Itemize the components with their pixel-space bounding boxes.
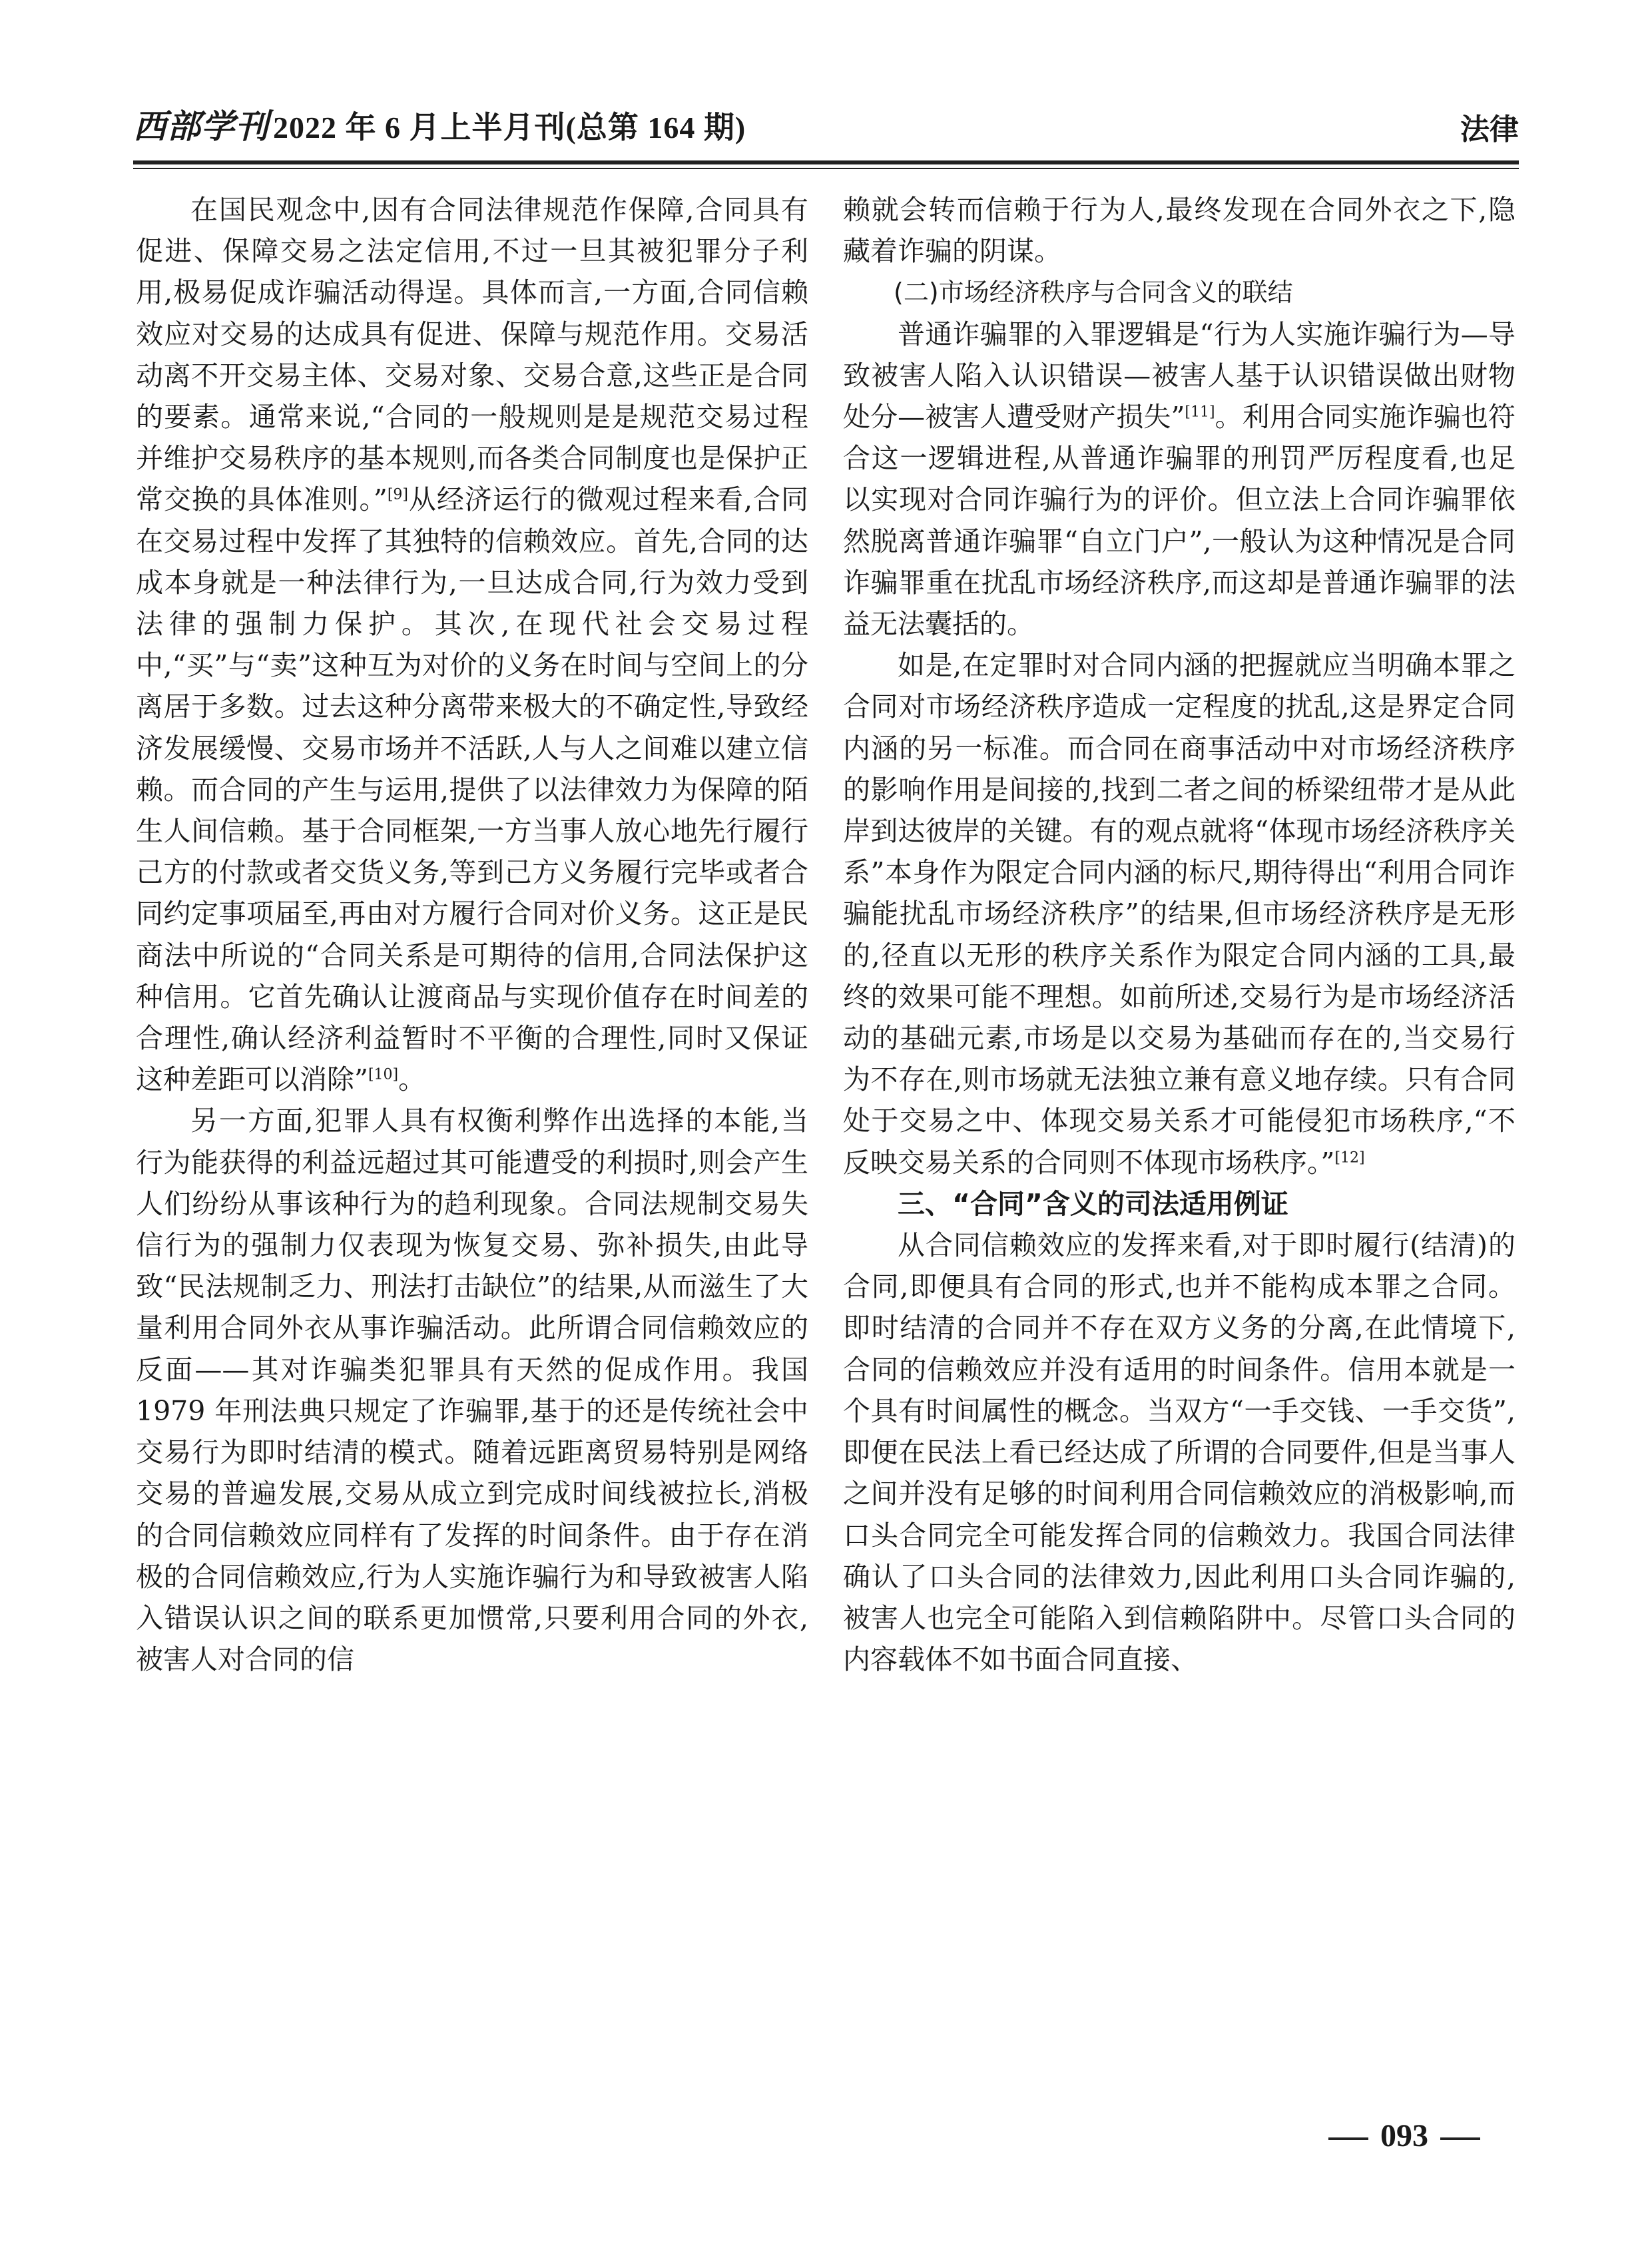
paragraph: 赖就会转而信赖于行为人,最终发现在合同外衣之下,隐藏着诈骗的阴谋。 [843, 194, 1515, 268]
paragraph: 另一方面,犯罪人具有权衡利弊作出选择的本能,当行为能获得的利益远超过其可能遭受的利损时,则会产生人们纷纷从事该种行为的趋利现象。合同法规制交易失信行为的强制力仅表现为恢复交易、弥补损失,由此导致“民法规制乏力、刑法打击缺位”的结果,从而滋生了大量利用合同外衣从事诈骗活动。此所谓合同信赖效应的反面——其对诈骗类犯罪具有天然的促成作用。我国 1979 年刑法典只规定了诈骗罪,基于的还是传统社会中交易行为即时结清的模式。随着远距离贸易特别是网络交易的普遍发展,交易从成立到完成时间线被拉长,消极的合同信赖效应同样有了发挥的时间条件。由于存在消极的合同信赖效应,行为人实施诈骗行为和导致被害人陷入错误认识之间的联系更加惯常,只要利用合同的外衣,被害人对合同的信 [136, 1105, 808, 1676]
paragraph-text: 普通诈骗罪的入罪逻辑是“行为人实施诈骗行为—导致被害人陷入认识错误—被害人基于认识错误做出财物处分—被害人遭受财产损失” [843, 318, 1515, 433]
citation-ref: [11] [1185, 404, 1215, 421]
paragraph [843, 645, 1515, 1183]
paragraph [136, 189, 808, 1100]
paragraph [843, 314, 1515, 645]
paragraph-text: 在国民观念中,因有合同法律规范作保障,合同具有促进、保障交易之法定信用,不过一旦其被犯罪分子利用,极易促成诈骗活动得逞。具体而言,一方面,合同信赖效应对交易的达成具有促进、保障与规范作用。交易活动离不开交易主体、交易对象、交易合意,这些正是合同的要素。通常来说,“合同的一般规则是是规范交易过程并维护交易秩序的基本规则,而各类合同制度也是保护正常交换的具体准则。” [136, 194, 808, 516]
header-rule-thick [133, 160, 1519, 164]
right-column [843, 189, 1515, 1680]
citation-ref: [10] [368, 1066, 399, 1083]
paragraph-text: 。利用合同实施诈骗也符合这一逻辑进程,从普通诈骗罪的刑罚严厉程度看,也足以实现对合同诈骗行为的评价。但立法上合同诈骗罪依然脱离普通诈骗罪“自立门户”,一般认为这种情况是合同诈骗罪重在扰乱市场经济秩序,而这却是普通诈骗罪的法益无法囊括的。 [843, 401, 1516, 641]
page-number-text: 093 [1380, 2118, 1428, 2153]
section-heading: 三、“合同”含义的司法适用例证 [898, 1187, 1288, 1220]
page-number [1316, 2117, 1492, 2154]
left-column [136, 189, 808, 1680]
paragraph-text: 如是,在定罪时对合同内涵的把握就应当明确本罪之合同对市场经济秩序造成一定程度的扰乱,这是界定合同内涵的另一标准。而合同在商事活动中对市场经济秩序的影响作用是间接的,找到二者之间的桥梁纽带才是从此岸到达彼岸的关键。有的观点就将“体现市场经济秩序关系”本身作为限定合同内涵的标尺,期待得出“利用合同诈骗能扰乱市场经济秩序”的结果,但市场经济秩序是无形的,径直以无形的秩序关系作为限定合同内涵的工具,最终的效果可能不理想。如前所述,交易行为是市场经济活动的基础元素,市场是以交易为基础而存在的,当交易行为不存在,则市场就无法独立兼有意义地存续。只有合同处于交易之中、体现交易关系才可能侵犯市场秩序,“不反映交易关系的合同则不体现市场秩序。” [843, 649, 1515, 1179]
page-number-dash [1328, 2137, 1368, 2140]
citation-ref: [9] [387, 486, 409, 503]
section-label: 法律 [1460, 113, 1519, 146]
page-number-dash [1440, 2137, 1480, 2140]
paragraph-text: 。 [398, 1063, 426, 1096]
journal-logo: 西部学刊 [133, 107, 269, 146]
issue-info: 2022 年 6 月上半月刊(总第 164 期) [273, 111, 746, 144]
subsection-heading: (二)市场经济秩序与合同含义的联结 [894, 278, 1293, 308]
running-header [133, 100, 1519, 160]
journal-issue-line [133, 100, 746, 148]
paragraph: 从合同信赖效应的发挥来看,对于即时履行(结清)的合同,即便具有合同的形式,也并不能构成本罪之合同。即时结清的合同并不存在双方义务的分离,在此情境下,合同的信赖效应并没有适用的时间条件。信用本就是一个具有时间属性的概念。当双方“一手交钱、一手交货”,即便在民法上看已经达成了所谓的合同要件,但是当事人之间并没有足够的时间利用合同信赖效应的消极影响,而口头合同完全可能发挥合同的信赖效力。我国合同法律确认了口头合同的法律效力,因此利用口头合同诈骗的,被害人也完全可能陷入到信赖陷阱中。尽管口头合同的内容载体不如书面合同直接、 [843, 1229, 1515, 1676]
citation-ref: [12] [1334, 1149, 1365, 1167]
paragraph-text: 从经济运行的微观过程来看,合同在交易过程中发挥了其独特的信赖效应。首先,合同的达成本身就是一种法律行为,一旦达成合同,行为效力受到法律的强制力保护。其次,在现代社会交易过程中,“买”与“卖”这种互为对价的义务在时间与空间上的分离居于多数。过去这种分离带来极大的不确定性,导致经济发展缓慢、交易市场并不活跃,人与人之间难以建立信赖。而合同的产生与运用,提供了以法律效力为保障的陌生人间信赖。基于合同框架,一方当事人放心地先行履行己方的付款或者交货义务,等到己方义务履行完毕或者合同约定事项届至,再由对方履行合同对价义务。这正是民商法中所说的“合同关系是可期待的信用,合同法保护这种信用。它首先确认让渡商品与实现价值存在时间差的合理性,确认经济利益暂时不平衡的合理性,同时又保证这种差距可以消除” [136, 483, 809, 1096]
header-rule-thin [133, 168, 1519, 169]
